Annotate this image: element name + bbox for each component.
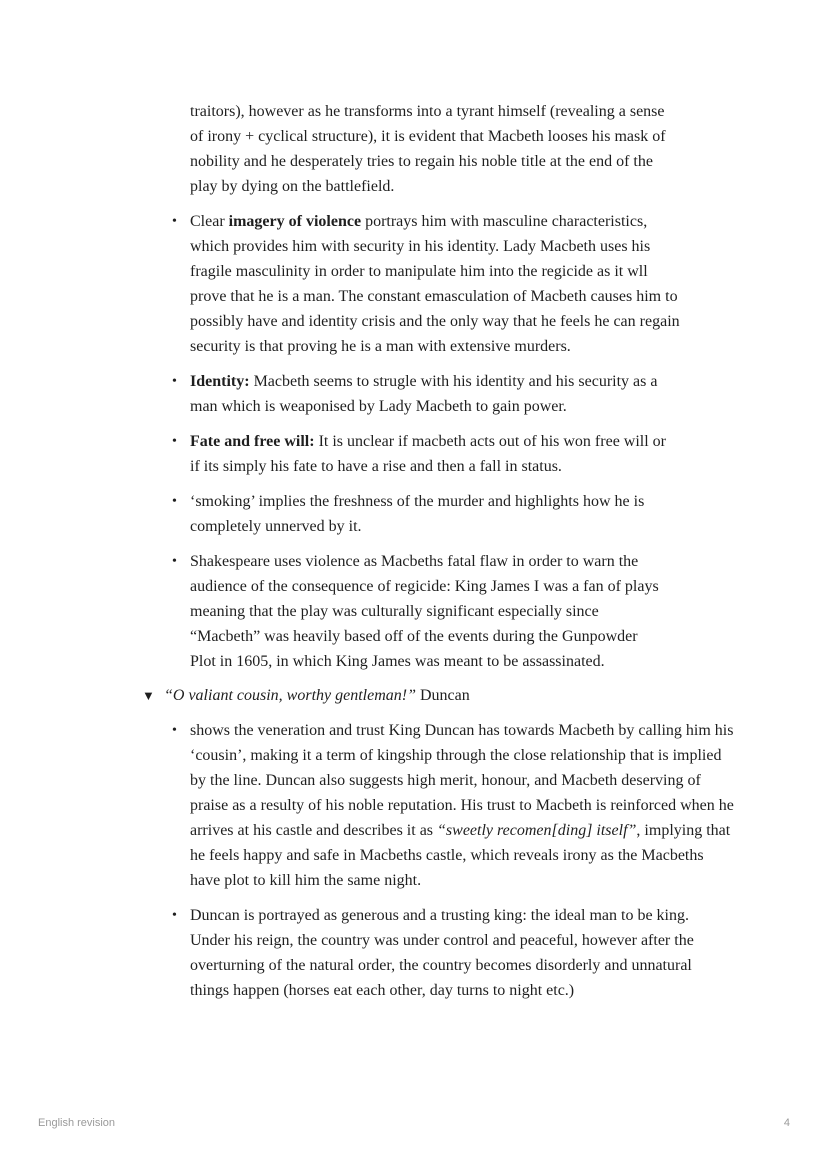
footer-document-title: English revision <box>38 1117 116 1129</box>
bullet-icon: • <box>172 723 177 738</box>
list-item: • Fate and free will: It is unclear if macbeth acts out of his won free will or if its simply his fate to have a rise and then a fall in status. <box>190 429 670 479</box>
list-item: • ‘smoking’ implies the freshness of the murder and highlights how he is completely unnerved by it. <box>190 489 670 539</box>
list-item: • Identity: Macbeth seems to strugle with his identity and his security as a man which is weaponised by Lady Macbeth to gain power. <box>190 369 670 419</box>
bullet-icon: • <box>172 494 177 509</box>
toggle-triangle-icon[interactable]: ▼ <box>142 688 155 703</box>
continuation-paragraph: traitors), however as he transforms into a tyrant himself (revealing a sense of irony + cyclical structure), it is evident that Macbeth looses his mask of nobility and he desperately tries to regain his noble title at the end of the play by dying on the battlefield. <box>190 103 666 195</box>
bullet-list-macbeth <box>172 209 750 674</box>
toggle-block-duncan-quote[interactable] <box>142 683 750 708</box>
bullet-icon: • <box>172 214 177 229</box>
list-item: • Duncan is portrayed as generous and a trusting king: the ideal man to be king. Under his reign, the country was under control and peaceful, however after the overturning of the natural order, the country becomes disorderly and unnatural things happen (horses eat each other, day turns to night etc.) <box>190 903 725 1003</box>
italic-quote: “sweetly recomen[ding] itself” <box>437 822 637 839</box>
footer-page-number: 4 <box>783 1117 790 1129</box>
bullet-icon: • <box>172 908 177 923</box>
speaker-name: Duncan <box>415 687 470 704</box>
bold-term: Fate and free will: <box>190 433 315 450</box>
page-content <box>142 99 750 1003</box>
bold-term: Identity: <box>190 373 250 390</box>
bullet-icon: • <box>172 434 177 449</box>
list-item: • shows the veneration and trust King Duncan has towards Macbeth by calling him his ‘cousin’, making it a term of kingship through the close relationship that is implied by the line. Duncan also suggests high merit, honour, and Macbeth deserving of praise as a resulty of his noble reputation. His trust to Macbeth is reinforced when he arrives at his castle and describes it as “sweetly recomen[ding] itself”, implying that he feels happy and safe in Macbeths castle, which reveals irony as the Macbeths have plot to kill him the same night. <box>190 718 735 893</box>
list-item: • Clear imagery of violence portrays him with masculine characteristics, which provides him with security in his identity. Lady Macbeth uses his fragile masculinity in order to manipulate him into the regicide as it wll prove that he is a man. The constant emasculation of Macbeth causes him to possibly have and identity crisis and the only way that he feels he can regain security is that proving he is a man with extensive murders. <box>190 209 680 359</box>
bullet-icon: • <box>172 554 177 569</box>
bold-term: imagery of violence <box>228 213 362 230</box>
list-item: • Shakespeare uses violence as Macbeths fatal flaw in order to warn the audience of the consequence of regicide: King James I was a fan of plays meaning that the play was culturally significant especially since “Macbeth” was heavily based off of the events during the Gunpowder Plot in 1605, in which King James was meant to be assassinated. <box>190 549 665 674</box>
bullet-icon: • <box>172 374 177 389</box>
quote-text: “O valiant cousin, worthy gentleman!” <box>164 687 416 704</box>
bullet-list-duncan <box>172 718 750 1003</box>
